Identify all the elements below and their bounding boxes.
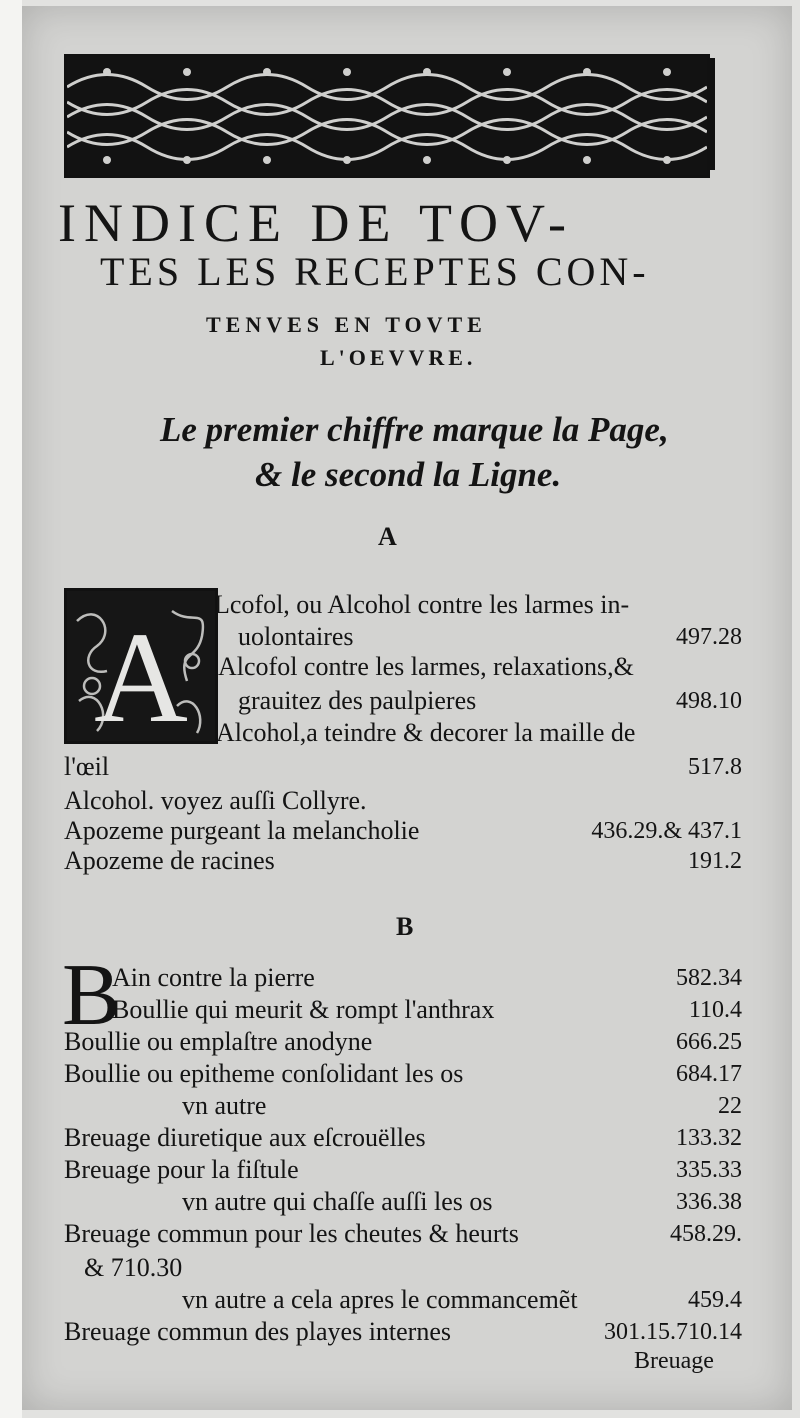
index-entry-reference: 684.17 (676, 1061, 742, 1087)
note-line-2: & le second la Ligne. (255, 455, 562, 494)
decorated-initial-a (64, 588, 218, 744)
index-entry-reference: 335.33 (676, 1157, 742, 1183)
index-entry-reference: 110.4 (688, 997, 742, 1023)
dropcap-b: B (62, 947, 121, 1044)
index-entry-reference: 497.28 (676, 624, 742, 650)
index-entry-reference: 458.29. (670, 1221, 742, 1247)
page-gutter (0, 0, 22, 1418)
index-entry-text: Ain contre la pierre (112, 963, 315, 992)
catchword: Breuage (634, 1348, 714, 1374)
index-entry-text: Alcofol contre les larmes, relaxations,& (218, 652, 634, 681)
index-entry-text: Breuage commun pour les cheutes & heurts (64, 1219, 519, 1248)
index-entry-text: Breuage diuretique aux eſcrouëlles (64, 1123, 426, 1152)
dropcap-a-letter: A (94, 606, 188, 741)
title-line-1: INDICE DE TOV- (58, 193, 574, 253)
index-entry-reference: 133.32 (676, 1125, 742, 1151)
index-entry-text: Apozeme purgeant la melancholie (64, 816, 420, 845)
headband-side-rule (707, 58, 715, 170)
title-line-4: L'OEVVRE. (320, 345, 477, 370)
index-entry-reference: 336.38 (676, 1189, 742, 1215)
index-entry-text: Boullie ou emplaſtre anodyne (64, 1027, 373, 1056)
index-entry-text: vn autre a cela apres le commancemẽt (182, 1285, 578, 1314)
index-entry-reference: 22 (718, 1093, 742, 1119)
index-entry-text: uolontaires (238, 622, 354, 651)
index-entry-text: Boullie qui meurit & rompt l'anthrax (112, 995, 495, 1024)
note-line-1: Le premier chiffre marque la Page, (160, 410, 669, 449)
index-entry-text: Lcofol, ou Alcohol contre les larmes in- (214, 590, 630, 619)
ornamental-headband (64, 54, 710, 178)
index-entry-text: vn autre qui chaſſe auſſi les os (182, 1187, 493, 1216)
title-line-3: TENVES EN TOVTE (206, 312, 487, 337)
title-line-2: TES LES RECEPTES CON- (100, 249, 650, 294)
index-entry-text: & 710.30 (84, 1253, 183, 1282)
index-entry-text: vn autre (182, 1091, 267, 1120)
index-entry-text: Boullie ou epitheme conſolidant les os (64, 1059, 464, 1088)
index-entry-reference: 191.2 (688, 848, 742, 874)
index-entry-text: Alcohol,a teindre & decorer la maille de (216, 718, 636, 747)
index-entry-reference: 666.25 (676, 1029, 742, 1055)
index-entry-text: grauitez des paulpieres (238, 686, 477, 715)
section-heading-b: B (396, 912, 414, 941)
index-entry-reference: 582.34 (676, 965, 742, 991)
index-entry-text: Alcohol. voyez auſſi Collyre. (64, 786, 367, 815)
index-entry-reference: 301.15.710.14 (604, 1319, 742, 1345)
index-entry-reference: 459.4 (688, 1287, 742, 1313)
index-entry-reference: 498.10 (676, 688, 742, 714)
index-entry-text: Breuage pour la fiſtule (64, 1155, 299, 1184)
index-entry-text: Apozeme de racines (64, 846, 275, 875)
index-entry-text: Breuage commun des playes internes (64, 1317, 451, 1346)
index-entry-reference: 436.29.& 437.1 (591, 818, 742, 844)
index-entry-reference: 517.8 (688, 754, 742, 780)
index-entry-text: l'œil (64, 752, 110, 781)
section-heading-a: A (378, 522, 397, 551)
